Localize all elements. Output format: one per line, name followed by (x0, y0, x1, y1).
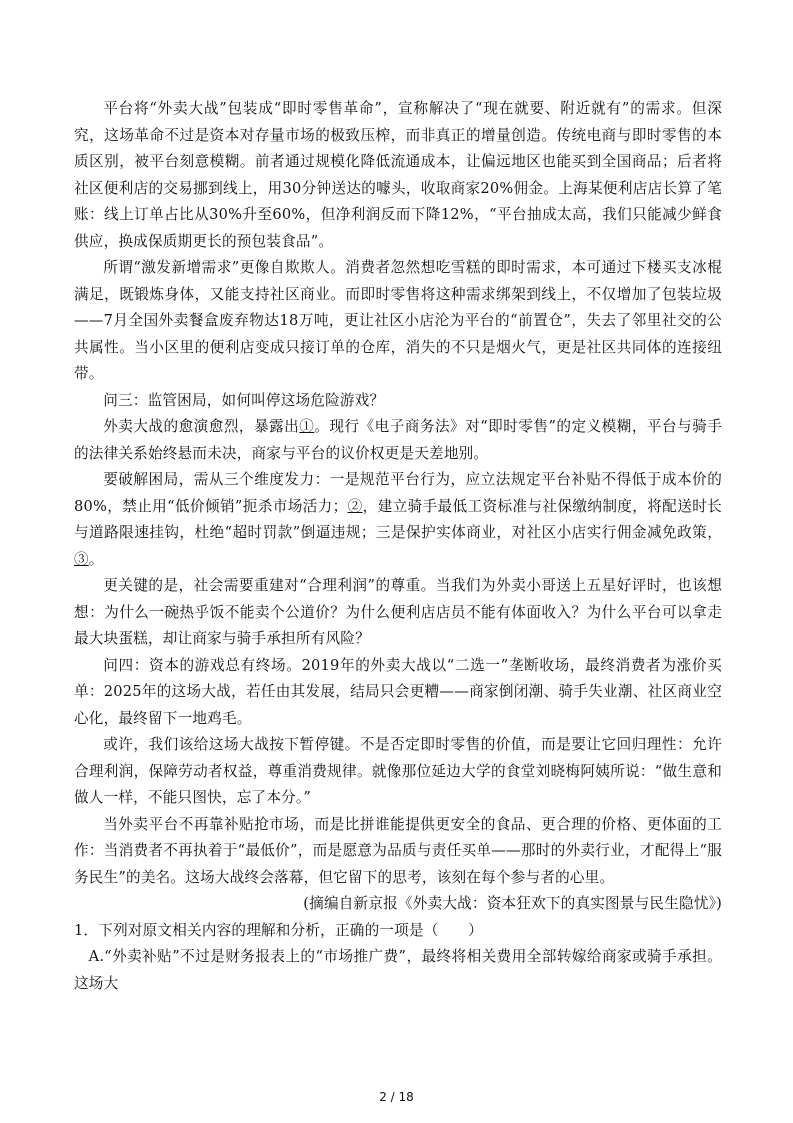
paragraph-4-part-a: 外卖大战的愈演愈烈，暴露出 (103, 418, 300, 435)
paragraph-5-part-a: 要破解困局，需从三个维度发力：一是规范平台行为，应立法规定平台补贴不得低于成本价的80%，禁止用“低价倾销”扼杀市场活力； (74, 471, 722, 515)
source-citation: (摘编自新京报《外卖大战：资本狂欢下的真实图景与民生隐忧》) (303, 895, 722, 912)
question-option-a: A.“外卖补贴”不过是财务报表上的“市场推广费”，最终将相关费用全部转嫁给商家或骑手承担。这场大 (74, 948, 722, 992)
paragraph-5 (74, 467, 722, 573)
paragraph-2: 所谓“激发新增需求”更像自欺欺人。消费者忽然想吃雪糕的即时需求，本可通过下楼买支冰棍满足，既锻炼身体，又能支持社区商业。而即时零售将这种需求绑架到线上，不仅增加了包装垃圾——7月全国外卖餐盒废弃物达18万吨，更让社区小店沦为平台的“前置仓”，失去了邻里社交的公共属性。当小区里的便利店变成只接订单的仓库，消失的不只是烟火气，更是社区共同体的连接纽带。 (74, 259, 722, 382)
question-stem: 1．下列对原文相关内容的理解和分析，正确的一项是（ ） (74, 921, 483, 939)
paragraph-4-part-b: 。现行《电子商务法》对“即时零售”的定义模糊，平台与骑手的法律关系始终悬而未决，商家与平台的议价权更是天差地别。 (74, 418, 723, 462)
blank-3: ③ (74, 550, 89, 568)
paragraph-1: 平台将“外卖大战”包装成“即时零售革命”，宣称解决了“现在就要、附近就有”的需求。但深究，这场革命不过是资本对存量市场的极致压榨，而非真正的增量创造。传统电商与即时零售的本质区别，被平台刻意模糊。前者通过规模化降低流通成本，让偏远地区也能买到全国商品；后者将社区便利店的交易挪到线上，用30分钟送达的噱头，收取商家20%佣金。上海某便利店店长算了笔账：线上订单占比从30%升至60%，但净利润反而下降12%，“平台抽成太高，我们只能减少鲜食供应，换成保质期更长的预包装食品”。 (74, 100, 722, 250)
paragraph-6: 更关键的是，社会需要重建对“合理利润”的尊重。当我们为外卖小哥送上五星好评时，也该想想：为什么一碗热乎饭不能卖个公道价？为什么便利店店员不能有体面收入？为什么平台可以拿走最大块蛋糕，却让商家与骑手承担所有风险？ (74, 577, 722, 647)
page-number: 2 / 18 (379, 1090, 414, 1104)
paragraph-9: 当外卖平台不再靠补贴抢市场，而是比拼谁能提供更安全的食品、更合理的价格、更体面的工作：当消费者不再执着于“最低价”，而是愿意为品质与责任买单——那时的外卖行业，才配得上“服务民生”的美名。这场大战终会落幕，但它留下的思考，该刻在每个参与者的心里。 (74, 815, 722, 886)
document-body (74, 96, 722, 997)
paragraph-4 (74, 414, 722, 467)
paragraph-7: 问四：资本的游戏总有终场。2019年的外卖大战以“二选一”垄断收场，最终消费者为涨价买单：2025年的这场大战，若任由其发展，结局只会更糟——商家倒闭潮、骑手失业潮、社区商业空心化，最终留下一地鸡毛。 (74, 656, 722, 727)
blank-2: ② (347, 497, 363, 515)
section-heading-q3: 问三：监管困局，如何叫停这场危险游戏？ (103, 391, 385, 409)
paragraph-5-part-c: 。 (88, 550, 104, 568)
blank-1: ① (299, 418, 315, 435)
paragraph-8: 或许，我们该给这场大战按下暂停键。不是否定即时零售的价值，而是要让它回归理性：允许合理利润，保障劳动者权益，尊重消费规律。就像那位延边大学的食堂刘晓梅阿姨所说：“做生意和做人一样，不能只图快，忘了本分。” (74, 736, 722, 806)
paragraph-5-part-b: ，建立骑手最低工资标准与社保缴纳制度，将配送时长与道路限速挂钩，杜绝“超时罚款”倒逼违规；三是保护实体商业，对社区小店实行佣金减免政策， (74, 497, 722, 541)
